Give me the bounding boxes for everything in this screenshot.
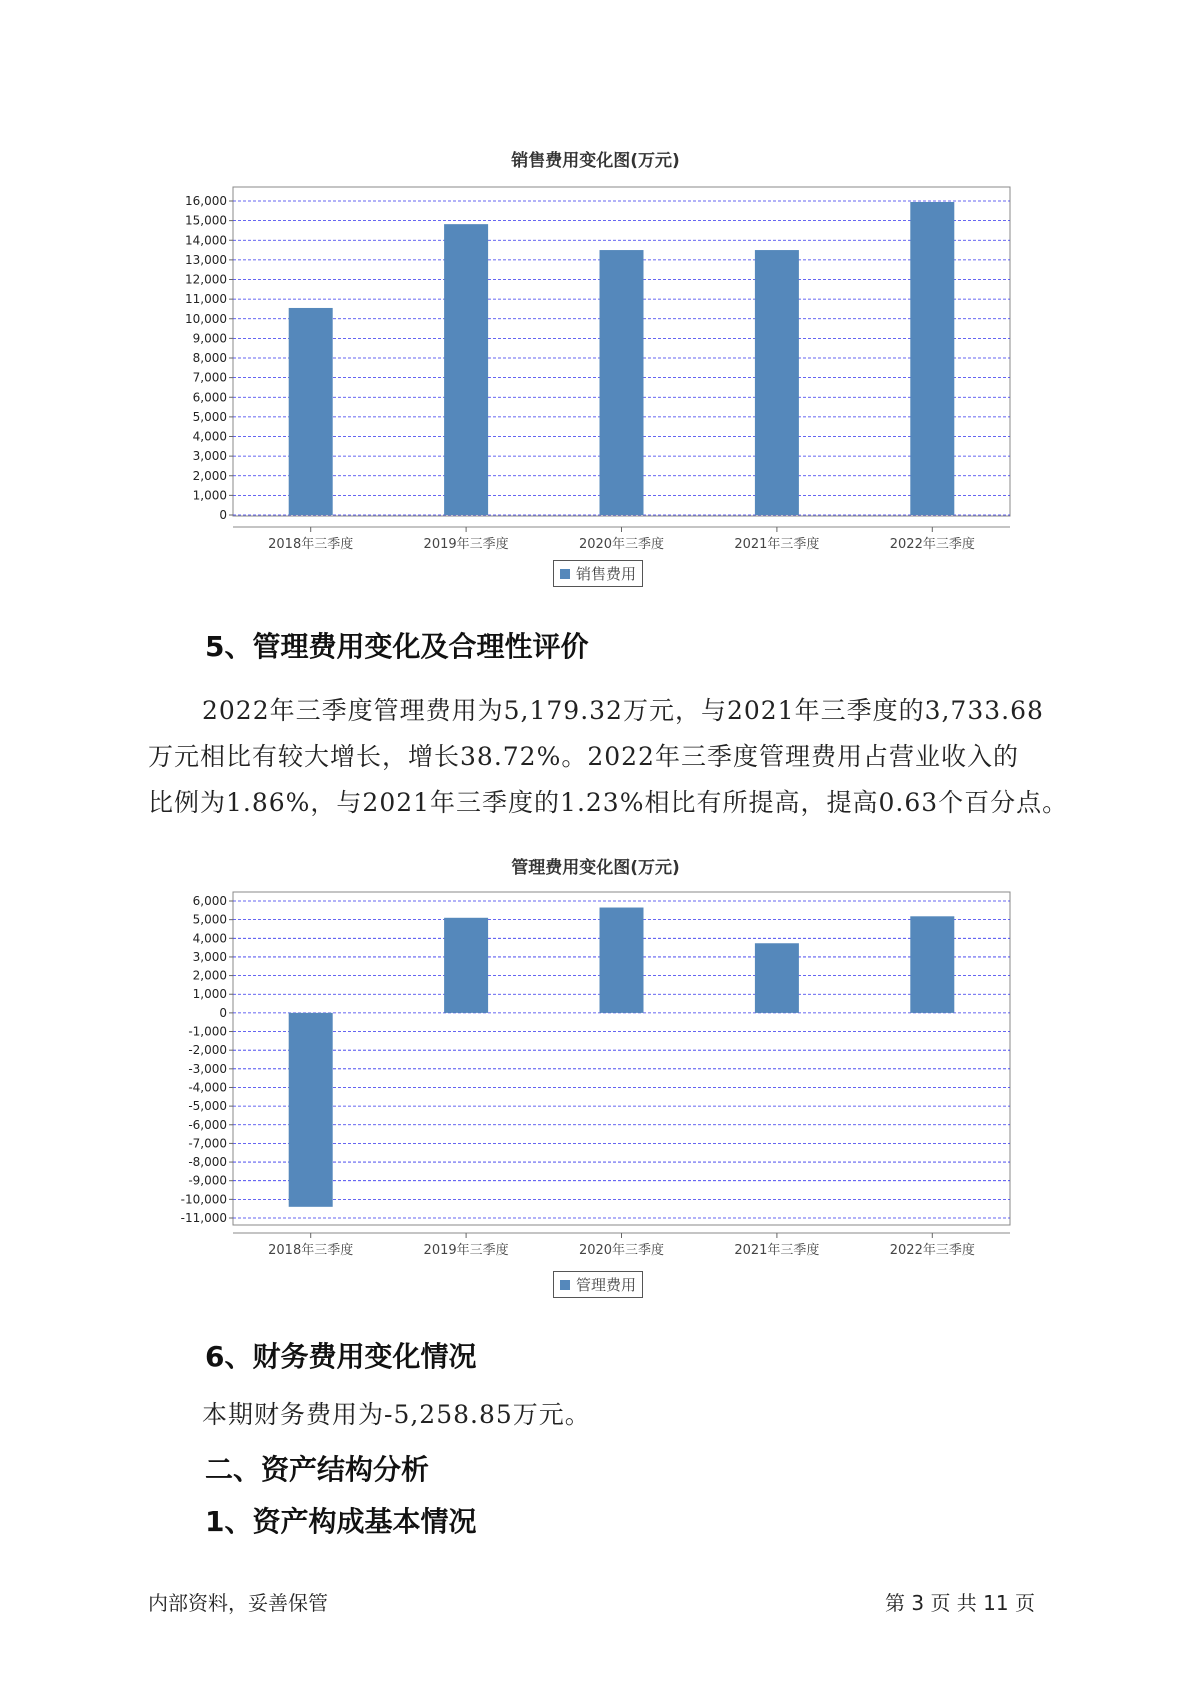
y-tick-label: -7,000 bbox=[188, 1136, 227, 1151]
bar bbox=[444, 224, 488, 515]
footer-confidential: 内部资料，妥善保管 bbox=[148, 1591, 328, 1615]
section6-paragraph bbox=[148, 1392, 1048, 1438]
bar bbox=[289, 1013, 333, 1207]
y-tick-label: -8,000 bbox=[188, 1155, 227, 1170]
section6-heading: 6、财务费用变化情况 bbox=[205, 1340, 477, 1373]
y-tick-label: -5,000 bbox=[188, 1099, 227, 1114]
chart-title-admin: 管理费用变化图(万元) bbox=[511, 858, 680, 878]
y-tick-label: -2,000 bbox=[188, 1043, 227, 1058]
footer-page-number: 第 3 页 共 11 页 bbox=[885, 1591, 1035, 1615]
y-tick-label: 12,000 bbox=[185, 272, 227, 287]
y-tick-label: 1,000 bbox=[192, 987, 227, 1002]
x-tick-label: 2021年三季度 bbox=[734, 1243, 820, 1258]
bar bbox=[910, 916, 954, 1013]
y-tick-label: -1,000 bbox=[188, 1024, 227, 1039]
y-tick-label: 14,000 bbox=[185, 233, 227, 248]
x-tick-label: 2022年三季度 bbox=[889, 537, 975, 552]
x-tick-label: 2019年三季度 bbox=[423, 537, 509, 552]
part2-subheading: 1、资产构成基本情况 bbox=[205, 1505, 477, 1538]
legend-label: 管理费用 bbox=[576, 1276, 637, 1294]
y-tick-label: 0 bbox=[219, 1005, 227, 1020]
y-tick-label: 5,000 bbox=[192, 912, 227, 927]
y-tick-label: 0 bbox=[219, 508, 227, 522]
y-tick-label: 11,000 bbox=[185, 292, 227, 307]
section5-paragraph bbox=[148, 688, 1069, 826]
x-tick-label: 2021年三季度 bbox=[734, 537, 820, 552]
y-tick-label: 16,000 bbox=[185, 194, 227, 208]
x-tick-label: 2019年三季度 bbox=[423, 1243, 509, 1258]
admin-expense-chart bbox=[0, 880, 1191, 1264]
section5-heading: 5、管理费用变化及合理性评价 bbox=[205, 630, 589, 663]
chart-legend-admin bbox=[553, 1271, 643, 1298]
bar bbox=[755, 943, 799, 1013]
y-tick-label: 7,000 bbox=[192, 370, 227, 385]
x-tick-label: 2018年三季度 bbox=[268, 537, 354, 552]
y-tick-label: 3,000 bbox=[192, 949, 227, 964]
legend-swatch bbox=[560, 1280, 570, 1290]
y-tick-label: -10,000 bbox=[180, 1192, 227, 1207]
paragraph-line: 本期财务费用为-5,258.85万元。 bbox=[202, 1400, 591, 1429]
paragraph-line: 万元相比有较大增长，增长38.72%。2022年三季度管理费用占营业收入的 bbox=[148, 742, 1019, 771]
bar bbox=[600, 250, 644, 515]
chart-legend-sales bbox=[553, 560, 643, 587]
y-tick-label: 15,000 bbox=[185, 213, 227, 228]
x-tick-label: 2020年三季度 bbox=[578, 1243, 665, 1258]
part2-heading: 二、资产结构分析 bbox=[205, 1453, 430, 1486]
bar bbox=[600, 908, 644, 1013]
y-tick-label: -4,000 bbox=[188, 1080, 227, 1095]
admin-expense-chart-svg bbox=[0, 880, 1191, 1260]
y-tick-label: 2,000 bbox=[192, 468, 227, 483]
paragraph-line: 2022年三季度管理费用为5,179.32万元，与2021年三季度的3,733.68 bbox=[202, 696, 1044, 725]
y-tick-label: 8,000 bbox=[192, 351, 227, 365]
chart-title-sales: 销售费用变化图(万元) bbox=[511, 151, 680, 171]
x-tick-label: 2020年三季度 bbox=[578, 537, 665, 552]
bar bbox=[289, 308, 333, 515]
y-tick-label: 2,000 bbox=[192, 968, 227, 983]
legend-swatch bbox=[560, 569, 570, 579]
y-tick-label: -9,000 bbox=[188, 1173, 227, 1188]
x-tick-label: 2022年三季度 bbox=[889, 1243, 975, 1258]
y-tick-label: 1,000 bbox=[192, 488, 227, 503]
y-tick-label: 13,000 bbox=[185, 252, 227, 267]
y-tick-label: -3,000 bbox=[188, 1061, 227, 1076]
legend-label: 销售费用 bbox=[576, 565, 637, 583]
sales-expense-chart-svg bbox=[0, 172, 1191, 552]
paragraph-line: 比例为1.86%，与2021年三季度的1.23%相比有所提高，提高0.63个百分点。 bbox=[148, 788, 1069, 817]
y-tick-label: 4,000 bbox=[192, 931, 227, 946]
y-tick-label: 10,000 bbox=[185, 311, 227, 326]
y-tick-label: -11,000 bbox=[180, 1211, 227, 1225]
y-tick-label: -6,000 bbox=[188, 1117, 227, 1132]
x-tick-label: 2018年三季度 bbox=[268, 1243, 354, 1258]
sales-expense-chart bbox=[0, 172, 1191, 552]
y-tick-label: 3,000 bbox=[192, 449, 227, 464]
y-tick-label: 6,000 bbox=[192, 894, 227, 908]
y-tick-label: 9,000 bbox=[192, 331, 227, 346]
bar bbox=[444, 918, 488, 1013]
y-tick-label: 4,000 bbox=[192, 429, 227, 444]
bar bbox=[755, 250, 799, 515]
y-tick-label: 5,000 bbox=[192, 409, 227, 424]
y-tick-label: 6,000 bbox=[192, 390, 227, 405]
bar bbox=[910, 202, 954, 515]
